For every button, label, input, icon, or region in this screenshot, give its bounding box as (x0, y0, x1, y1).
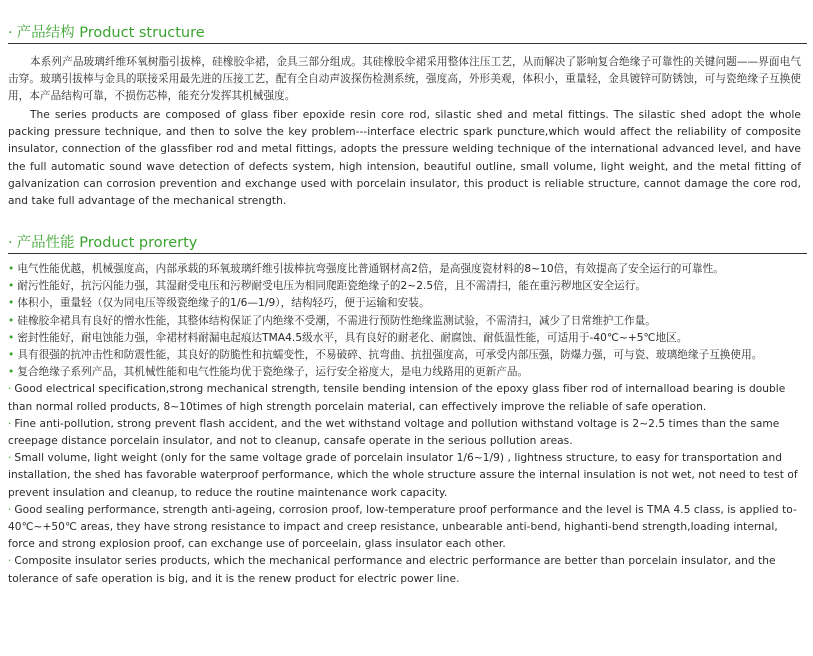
heading-bullet: · (8, 25, 13, 41)
list-item: • 耐污性能好，抗污闪能力强，其湿耐受电压和污秽耐受电压为相同爬距瓷绝缘子的2~2.5倍，且不需清扫，能在重污秽地区安全运行。 (8, 280, 647, 293)
section-heading-structure (8, 21, 205, 42)
list-item: • 硅橡胶伞裙具有良好的憎水性能，其整体结构保证了内绝缘不受潮，不需进行预防性绝缘监测试验，不需清扫，减少了日常维护工作量。 (8, 314, 656, 327)
heading-title: 产品性能 Product prorerty (16, 235, 198, 251)
section-divider (8, 43, 807, 44)
property-list (8, 261, 801, 588)
structure-paragraph-en: The series products are composed of glass fiber epoxide resin core rod, silastic shed and metal fittings. The silastic shed adopt the whole packing pressure technique, and then to solve the key problem---interface electric spark puncture,which would affect the reliability of composite insulator, connection of the glassfiber rod and metal fittings, adopts the pressure welding technique of the international advanced level, and have the full automatic sound wave detection of defects system, high intension, beautiful outline, small volume, light weight, and the metal fitting of galvanization can corrosion prevention and exchange used with porcelain insulator, this product is reliable structure, cannot damage the core rod, and take full advantage of the mechanical strength. (8, 109, 801, 208)
section-heading-property (8, 231, 197, 252)
section-divider (8, 253, 807, 254)
list-item: • 密封性能好，耐电蚀能力强，伞裙材料耐漏电起痕达TMA4.5级水平，具有良好的耐老化、耐腐蚀、耐低温性能，可适用于-40℃~+5℃地区。 (8, 331, 688, 344)
list-item: • 体积小，重量轻（仅为同电压等级瓷绝缘子的1/6—1/9），结构轻巧，便于运输和安装。 (8, 297, 430, 310)
heading-title: 产品结构 Product structure (16, 25, 205, 41)
list-item: · Fine anti-pollution, strong prevent flash accident, and the wet withstand voltage and pollution withstand voltage is 2~2.5 times than the same creepage distance porcelain insulator, and not to cleanup, cansafe operate in the serious pollution areas. (8, 417, 780, 448)
heading-bullet: · (8, 235, 13, 251)
list-item: • 复合绝缘子系列产品，其机械性能和电气性能均优于瓷绝缘子，运行安全裕度大，是电力线路用的更新产品。 (8, 366, 529, 379)
list-item: · Small volume, light weight (only for the same voltage grade of porcelain insulator 1/6~1/9) , lightness structure, to easy for transportation and installation, the shed has favorable waterproof performance, which the whole structure assure the internal insulation is not wet, not need to test of prevent insulation and cleanup, to reduce the routine maintenance work capacity. (8, 452, 798, 499)
list-item: · Good sealing performance, strength anti-ageing, corrosion proof, low-temperature proof performance and the level is TMA 4.5 class, is applied to-40℃~+50℃ areas, they have strong resistance to impact and creep resistance, unbearable anti-bend, highanti-bend strength,loading internal, force and strong explosion proof, can exchange use of porceelain, glass insulator each other. (8, 503, 797, 551)
list-item: · Good electrical specification,strong mechanical strength, tensile bending intension of the epoxy glass fiber rod of internalload bearing is double than normal rolled products, 8~10times of high strength porcelain material, can effectively improve the reliable of safe operation. (8, 383, 786, 413)
structure-paragraph-cn: 本系列产品玻璃纤维环氧树脂引拔棒，硅橡胶伞裙，金具三部分组成。其硅橡胶伞裙采用整体注压工艺，从而解决了影响复合绝缘子可靠性的关键问题——界面电气击穿。玻璃引拔棒与金具的联接采用最先进的压接工艺，配有全自动声波探伤检测系统，强度高，外形美观，体积小，重量轻，金具镀锌可防锈蚀，可与瓷绝缘子互换使用，本产品结构可靠，不损伤芯棒，能充分发挥其机械强度。 (8, 56, 801, 103)
list-item: • 电气性能优越，机械强度高，内部承载的环氧玻璃纤维引拔棒抗弯强度比普通钢材高2倍，是高强度瓷材料的8~10倍，有效提高了安全运行的可靠性。 (8, 263, 724, 275)
list-item: · Composite insulator series products, which the mechanical performance and electric performance are better than porcelain insulator, and the tolerance of safe operation is big, and it is the renew product for electric power line. (8, 555, 776, 585)
list-item: • 具有很强的抗冲击性和防震性能，其良好的防脆性和抗蠕变性，不易破碎、抗弯曲、抗扭强度高，可承受内部压强，防爆力强，可与瓷、玻璃绝缘子互换使用。 (8, 349, 763, 362)
